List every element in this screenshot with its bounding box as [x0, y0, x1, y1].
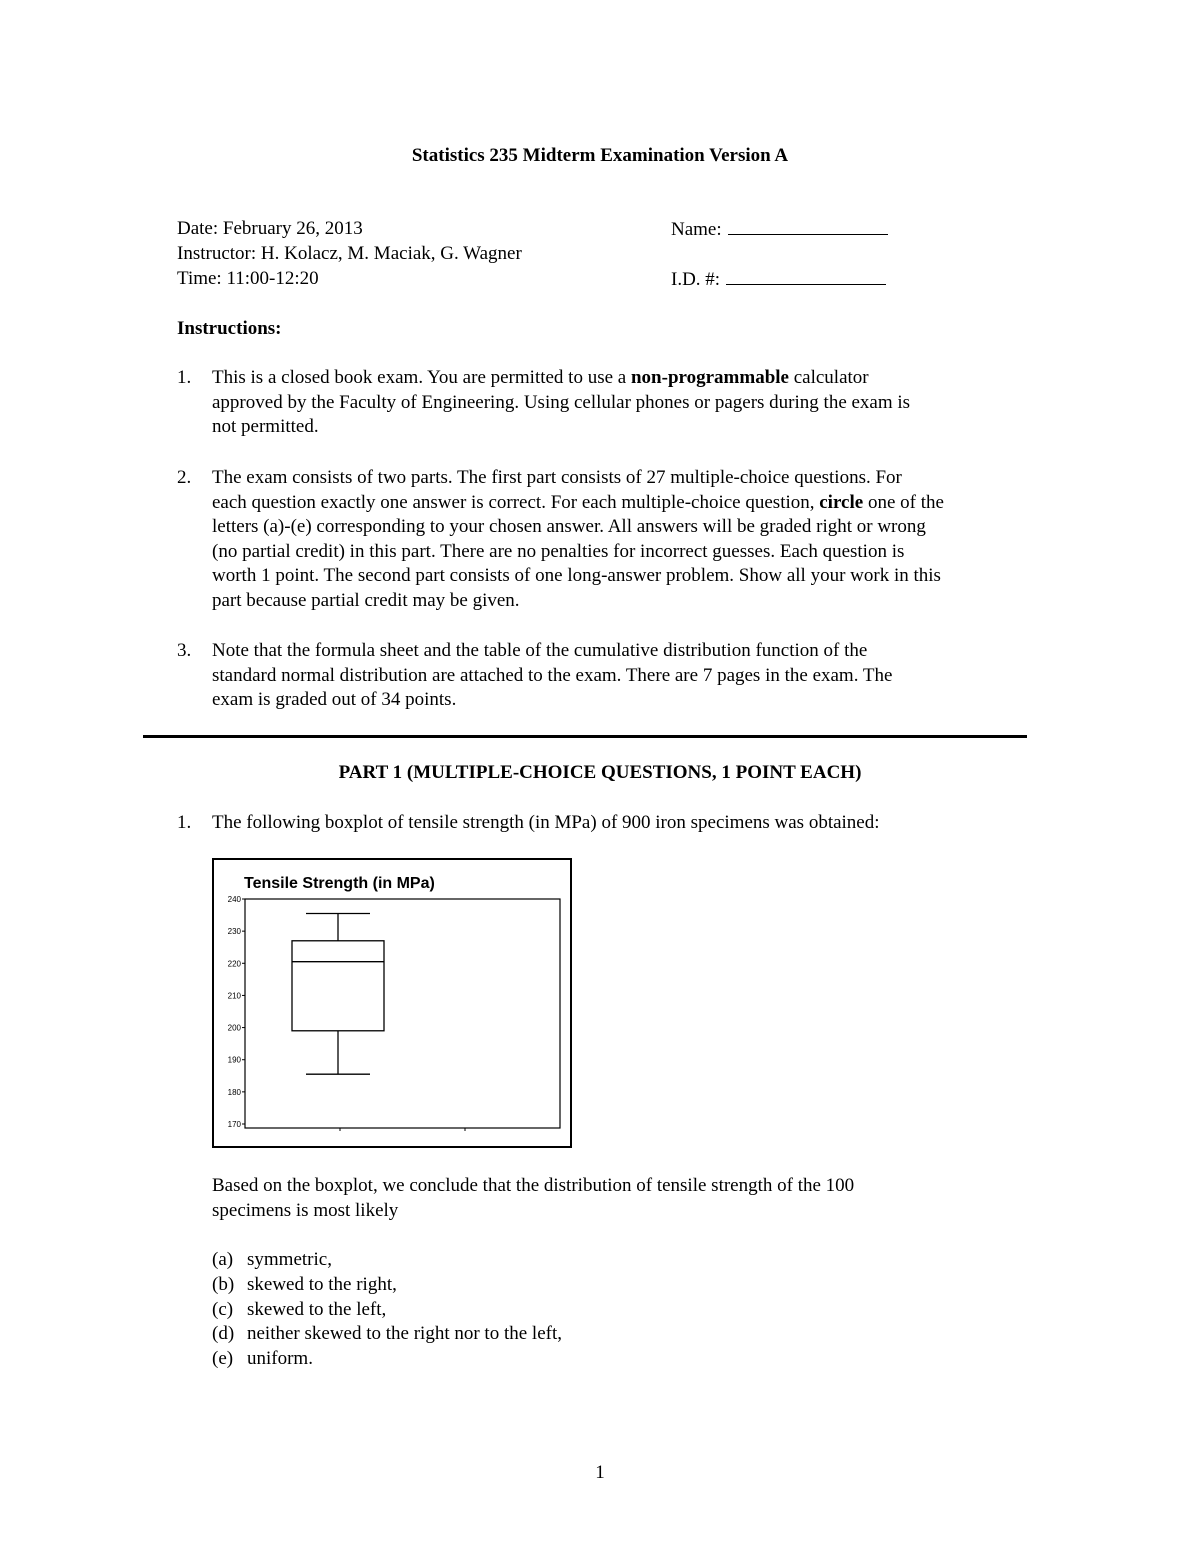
id-blank[interactable] — [726, 267, 886, 285]
option-e-text: uniform. — [247, 1348, 313, 1369]
instruction-number: 1. — [177, 367, 192, 388]
exam-date: Date: February 26, 2013 — [177, 218, 363, 239]
followup-line: Based on the boxplot, we conclude that the distribution of tensile strength of the 100 — [212, 1175, 855, 1196]
instruction-line: standard normal distribution are attached to the exam. There are 7 pages in the exam. The — [212, 664, 893, 686]
instruction-line: This is a closed book exam. You are permitted to use a non-programmable calculator — [212, 367, 869, 388]
boxplot-chart-frame — [212, 858, 572, 1148]
y-tick-label: 200 — [227, 1023, 241, 1033]
chart-title: Tensile Strength (in MPa) — [244, 875, 435, 892]
exam-time: Time: 11:00-12:20 — [177, 268, 319, 289]
followup-line: specimens is most likely — [212, 1199, 399, 1221]
y-tick-label: 220 — [227, 959, 241, 969]
question-number: 1. — [177, 812, 192, 833]
y-axis — [228, 895, 245, 1129]
option-letter[interactable]: (d) — [212, 1323, 235, 1344]
instructions-heading: Instructions: — [177, 318, 282, 339]
part1-title: PART 1 (MULTIPLE-CHOICE QUESTIONS, 1 POINT EACH) — [338, 762, 862, 783]
question-1-followup — [212, 1174, 1027, 1223]
option-letter[interactable]: (b) — [212, 1274, 235, 1295]
id-field[interactable] — [671, 267, 886, 293]
page-number: 1 — [595, 1462, 605, 1483]
y-tick-label: 210 — [227, 991, 241, 1001]
name-field[interactable] — [671, 217, 888, 243]
option-letter[interactable]: (a) — [212, 1249, 234, 1270]
y-tick-label: 190 — [227, 1055, 241, 1065]
instruction-line: Note that the formula sheet and the table of the cumulative distribution function of the — [212, 640, 868, 661]
instruction-line: not permitted. — [212, 416, 319, 437]
instruction-line: The exam consists of two parts. The first part consists of 27 multiple-choice questions. For — [212, 467, 902, 488]
option-letter[interactable]: (c) — [212, 1299, 234, 1320]
instruction-line: approved by the Faculty of Engineering. Using cellular phones or pagers during the exam is — [212, 391, 911, 413]
boxplot — [292, 913, 384, 1074]
instruction-line: (no partial credit) in this part. There are no penalties for incorrect guesses. Each question is — [212, 540, 905, 562]
instruction-1 — [212, 366, 1027, 440]
section-divider — [143, 735, 1027, 738]
id-label: I.D. #: — [671, 269, 721, 290]
instruction-number: 3. — [177, 640, 192, 661]
instruction-3 — [212, 639, 1027, 713]
name-blank[interactable] — [728, 217, 888, 235]
emphasis-non-programmable: non-programmable — [630, 367, 789, 388]
option-letter[interactable]: (e) — [212, 1348, 234, 1369]
exam-instructors: Instructor: H. Kolacz, M. Maciak, G. Wagner — [177, 243, 522, 264]
question-1-text: The following boxplot of tensile strength (in MPa) of 900 iron specimens was obtained: — [212, 812, 880, 833]
option-a-text: symmetric, — [247, 1249, 332, 1270]
instruction-line: worth 1 point. The second part consists of one long-answer problem. Show all your work in this — [212, 565, 941, 586]
instruction-line: exam is graded out of 34 points. — [212, 689, 457, 710]
option-d-text: neither skewed to the right nor to the left, — [247, 1323, 562, 1344]
instruction-number: 2. — [177, 467, 192, 488]
y-tick-label: 170 — [227, 1120, 241, 1129]
page-title: Statistics 235 Midterm Examination Version A — [411, 145, 789, 166]
instruction-line: letters (a)-(e) corresponding to your chosen answer. All answers will be graded right or wrong — [212, 516, 926, 537]
y-tick-label: 180 — [227, 1087, 241, 1097]
instruction-line: part because partial credit may be given. — [212, 589, 520, 611]
emphasis-circle: circle — [819, 491, 864, 513]
boxplot-chart — [214, 860, 570, 1146]
option-c-text: skewed to the left, — [247, 1299, 387, 1320]
name-label: Name: — [671, 219, 722, 240]
y-tick-label: 240 — [227, 895, 241, 904]
iqr-box — [292, 941, 384, 1031]
y-tick-label: 230 — [227, 927, 241, 937]
option-b-text: skewed to the right, — [247, 1274, 397, 1295]
instruction-2 — [212, 466, 1027, 613]
instruction-line: each question exactly one answer is correct. For each multiple-choice question, circle one of the — [212, 491, 944, 513]
